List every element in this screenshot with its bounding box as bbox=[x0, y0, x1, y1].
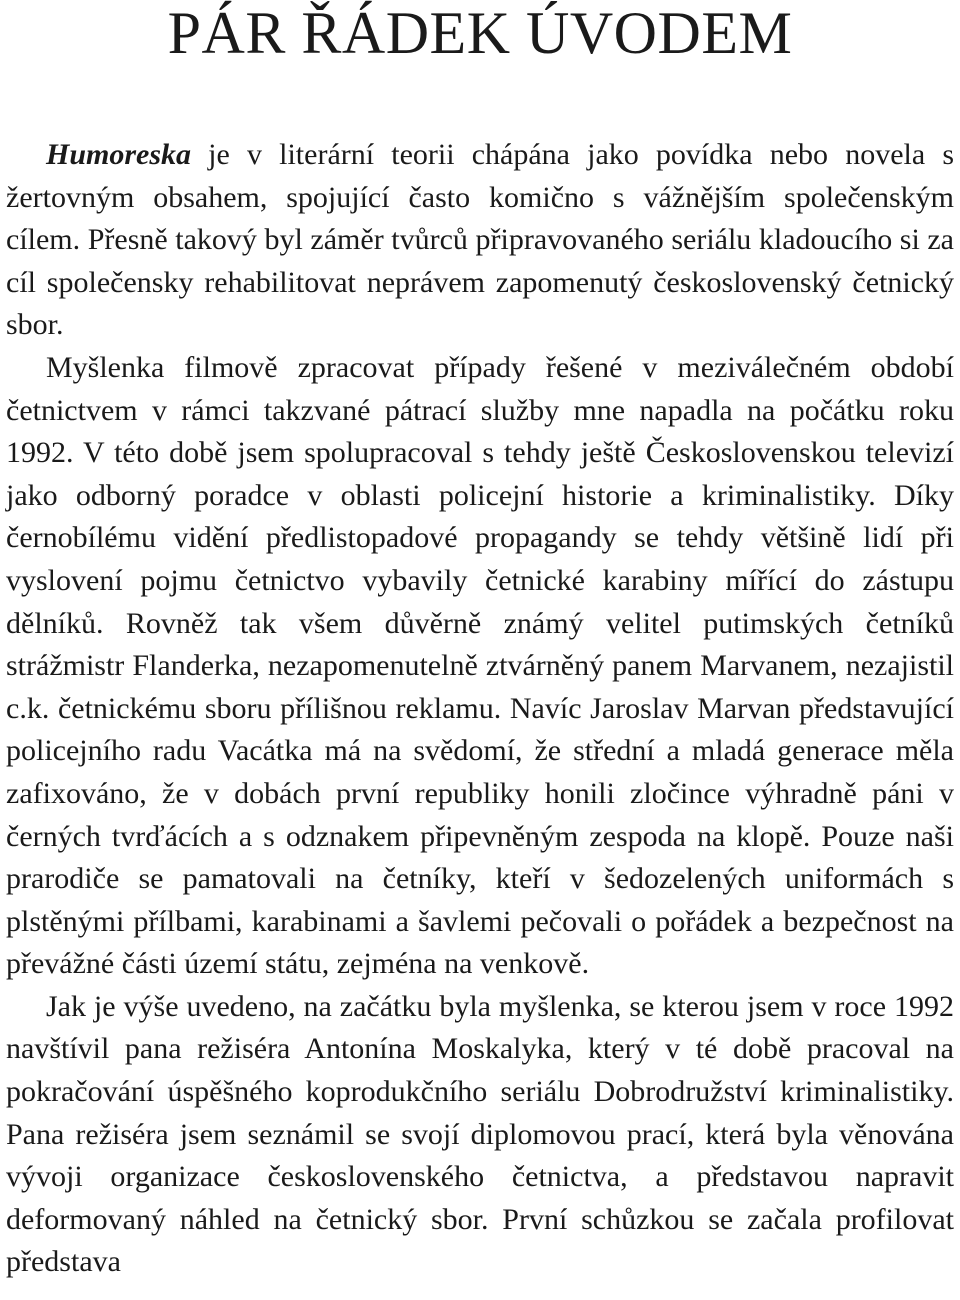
paragraph-1-text: je v literární teorii chápána jako povídka nebo novela s žertovným obsahem, spojující často komično s vážnějším společenským cílem. Přesně takový byl záměr tvůrců připravovaného seriálu kladoucího si za cíl společensky rehabilitovat neprávem zapomenutý československý četnický sbor. bbox=[6, 138, 954, 342]
paragraph-2: Myšlenka filmově zpracovat případy řešené v meziválečném období četnictvem v rámci takzvané pátrací služby mne napadla na počátku roku 1992. V této době jsem spolupracoval s tehdy ještě Československou televizí jako odborný poradce v oblasti policejní historie a kriminalistiky. Díky černobílému vidění předlistopadové propagandy se tehdy většině lidí při vyslovení pojmu četnictvo vybavily četnické karabiny mířící do zástupu dělníků. Rovněž tak všem důvěrně známý velitel putimských četníků strážmistr Flanderka, nezapomenutelně ztvárněný panem Marvanem, nezajistil c.k. četnickému sboru přílišnou reklamu. Navíc Jaroslav Marvan představující policejního radu Vacátka má na svědomí, že střední a mladá generace měla zafixováno, že v dobách první republiky honili zločince výhradně páni v černých tvrďácích a s odznakem připevněným zespoda na klopě. Pouze naši prarodiče se pamatovali na četníky, kteří v šedozelených uniformách s plstěnými přílbami, karabinami a šavlemi pečovali o pořádek a bezpečnost na převážné části území státu, zejména na venkově. bbox=[6, 350, 954, 981]
paragraph-3: Jak je výše uvedeno, na začátku byla myšlenka, se kterou jsem v roce 1992 navštívil pana režiséra Antonína Moskalyka, který v té době pracoval na pokračování úspěšného koprodukčního seriálu Dobrodružství kriminalistiky. Pana režiséra jsem seznámil se svojí diplomovou prací, která byla věnována vývoji organizace československého četnictva, a představou napravit deformovaný náhled na četnický sbor. První schůzkou se začala profilovat představa bbox=[6, 989, 954, 1279]
lead-word: Humoreska bbox=[46, 138, 192, 171]
page-title: PÁR ŘÁDEK ÚVODEM bbox=[167, 0, 793, 66]
paragraph-1 bbox=[6, 134, 954, 347]
body-text bbox=[6, 134, 954, 1284]
